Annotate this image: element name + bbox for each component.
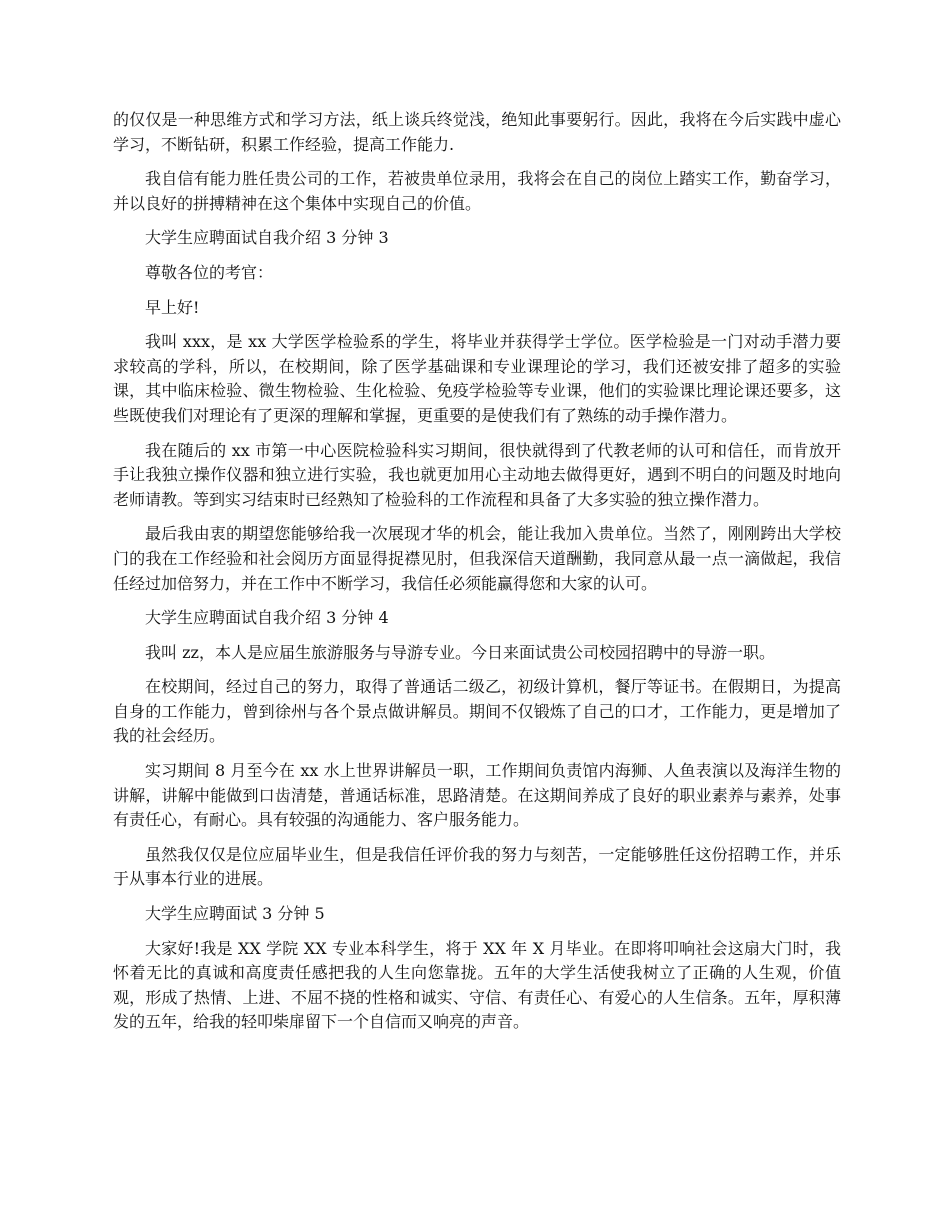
salutation: 尊敬各位的考官： [145, 262, 274, 282]
body-paragraph: 大家好!我是 XX 学院 XX 专业本科学生，将于 XX 年 X 月毕业。在即将叩响社会这扇大门时，我怀着无比的真诚和高度责任感把我的人生向您靠拢。五年的大学生活使我树立了正确的人生观，价值观，形成了热情、上进、不屈不挠的性格和诚实、守信、有责任心、有爱心的人生信条。五年，厚积薄发的五年，给我的轻叩柴扉留下一个自信而又响亮的声音。 [113, 938, 841, 1032]
body-paragraph: 最后我由衷的期望您能够给我一次展现才华的机会，能让我加入贵单位。当然了，刚刚跨出大学校门的我在工作经验和社会阅历方面显得捉襟见肘，但我深信天道酬勤，我同意从最一点一滴做起，我信任经过加倍努力，并在工作中不断学习，我信任必须能赢得您和大家的认可。 [113, 524, 841, 593]
body-paragraph: 在校期间，经过自己的努力，取得了普通话二级乙，初级计算机，餐厅等证书。在假期日，为提高自身的工作能力，曾到徐州与各个景点做讲解员。期间不仅锻炼了自己的口才，工作能力，更是增加了我的社会经历。 [113, 677, 841, 746]
body-paragraph: 我叫 xxx，是 xx 大学医学检验系的学生，将毕业并获得学士学位。医学检验是一门对动手潜力要求较高的学科，所以，在校期间，除了医学基础课和专业课理论的学习，我们还被安排了超多的实验课，其中临床检验、微生物检验、生化检验、免疫学检验等专业课，他们的实验课比理论课还要多，这些既使我们对理论有了更深的理解和掌握，更重要的是使我们有了熟练的动手操作潜力。 [113, 332, 841, 425]
body-paragraph: 的仅仅是一种思维方式和学习方法，纸上谈兵终觉浅，绝知此事要躬行。因此，我将在今后实践中虚心学习，不断钻研，积累工作经验，提高工作能力. [113, 110, 841, 154]
body-paragraph: 实习期间 8 月至今在 xx 水上世界讲解员一职，工作期间负责馆内海狮、人鱼表演以及海洋生物的讲解，讲解中能做到口齿清楚，普通话标准，思路清楚。在这期间养成了良好的职业素养与素养，处事有责任心，有耐心。具有较强的沟通能力、客户服务能力。 [113, 761, 841, 830]
body-paragraph: 我叫 zz，本人是应届生旅游服务与导游专业。今日来面试贵公司校园招聘中的导游一职。 [145, 642, 775, 662]
document-page [113, 108, 841, 1045]
section-heading: 大学生应聘面试自我介绍 3 分钟 3 [145, 228, 389, 248]
greeting: 早上好! [145, 297, 200, 317]
section-heading: 大学生应聘面试 3 分钟 5 [145, 904, 325, 924]
body-paragraph: 虽然我仅仅是位应届毕业生，但是我信任评价我的努力与刻苦，一定能够胜任这份招聘工作，并乐于从事本行业的进展。 [113, 844, 841, 889]
body-paragraph: 我自信有能力胜任贵公司的工作，若被贵单位录用，我将会在自己的岗位上踏实工作，勤奋学习，并以良好的拼搏精神在这个集体中实现自己的价值。 [113, 169, 841, 213]
body-paragraph: 我在随后的 xx 市第一中心医院检验科实习期间，很快就得到了代教老师的认可和信任，而肯放开手让我独立操作仪器和独立进行实验，我也就更加用心主动地去做得更好，遇到不明白的问题及时地向老师请教。等到实习结束时已经熟知了检验科的工作流程和具备了大多实验的独立操作潜力。 [113, 440, 841, 509]
section-heading: 大学生应聘面试自我介绍 3 分钟 4 [145, 608, 389, 628]
